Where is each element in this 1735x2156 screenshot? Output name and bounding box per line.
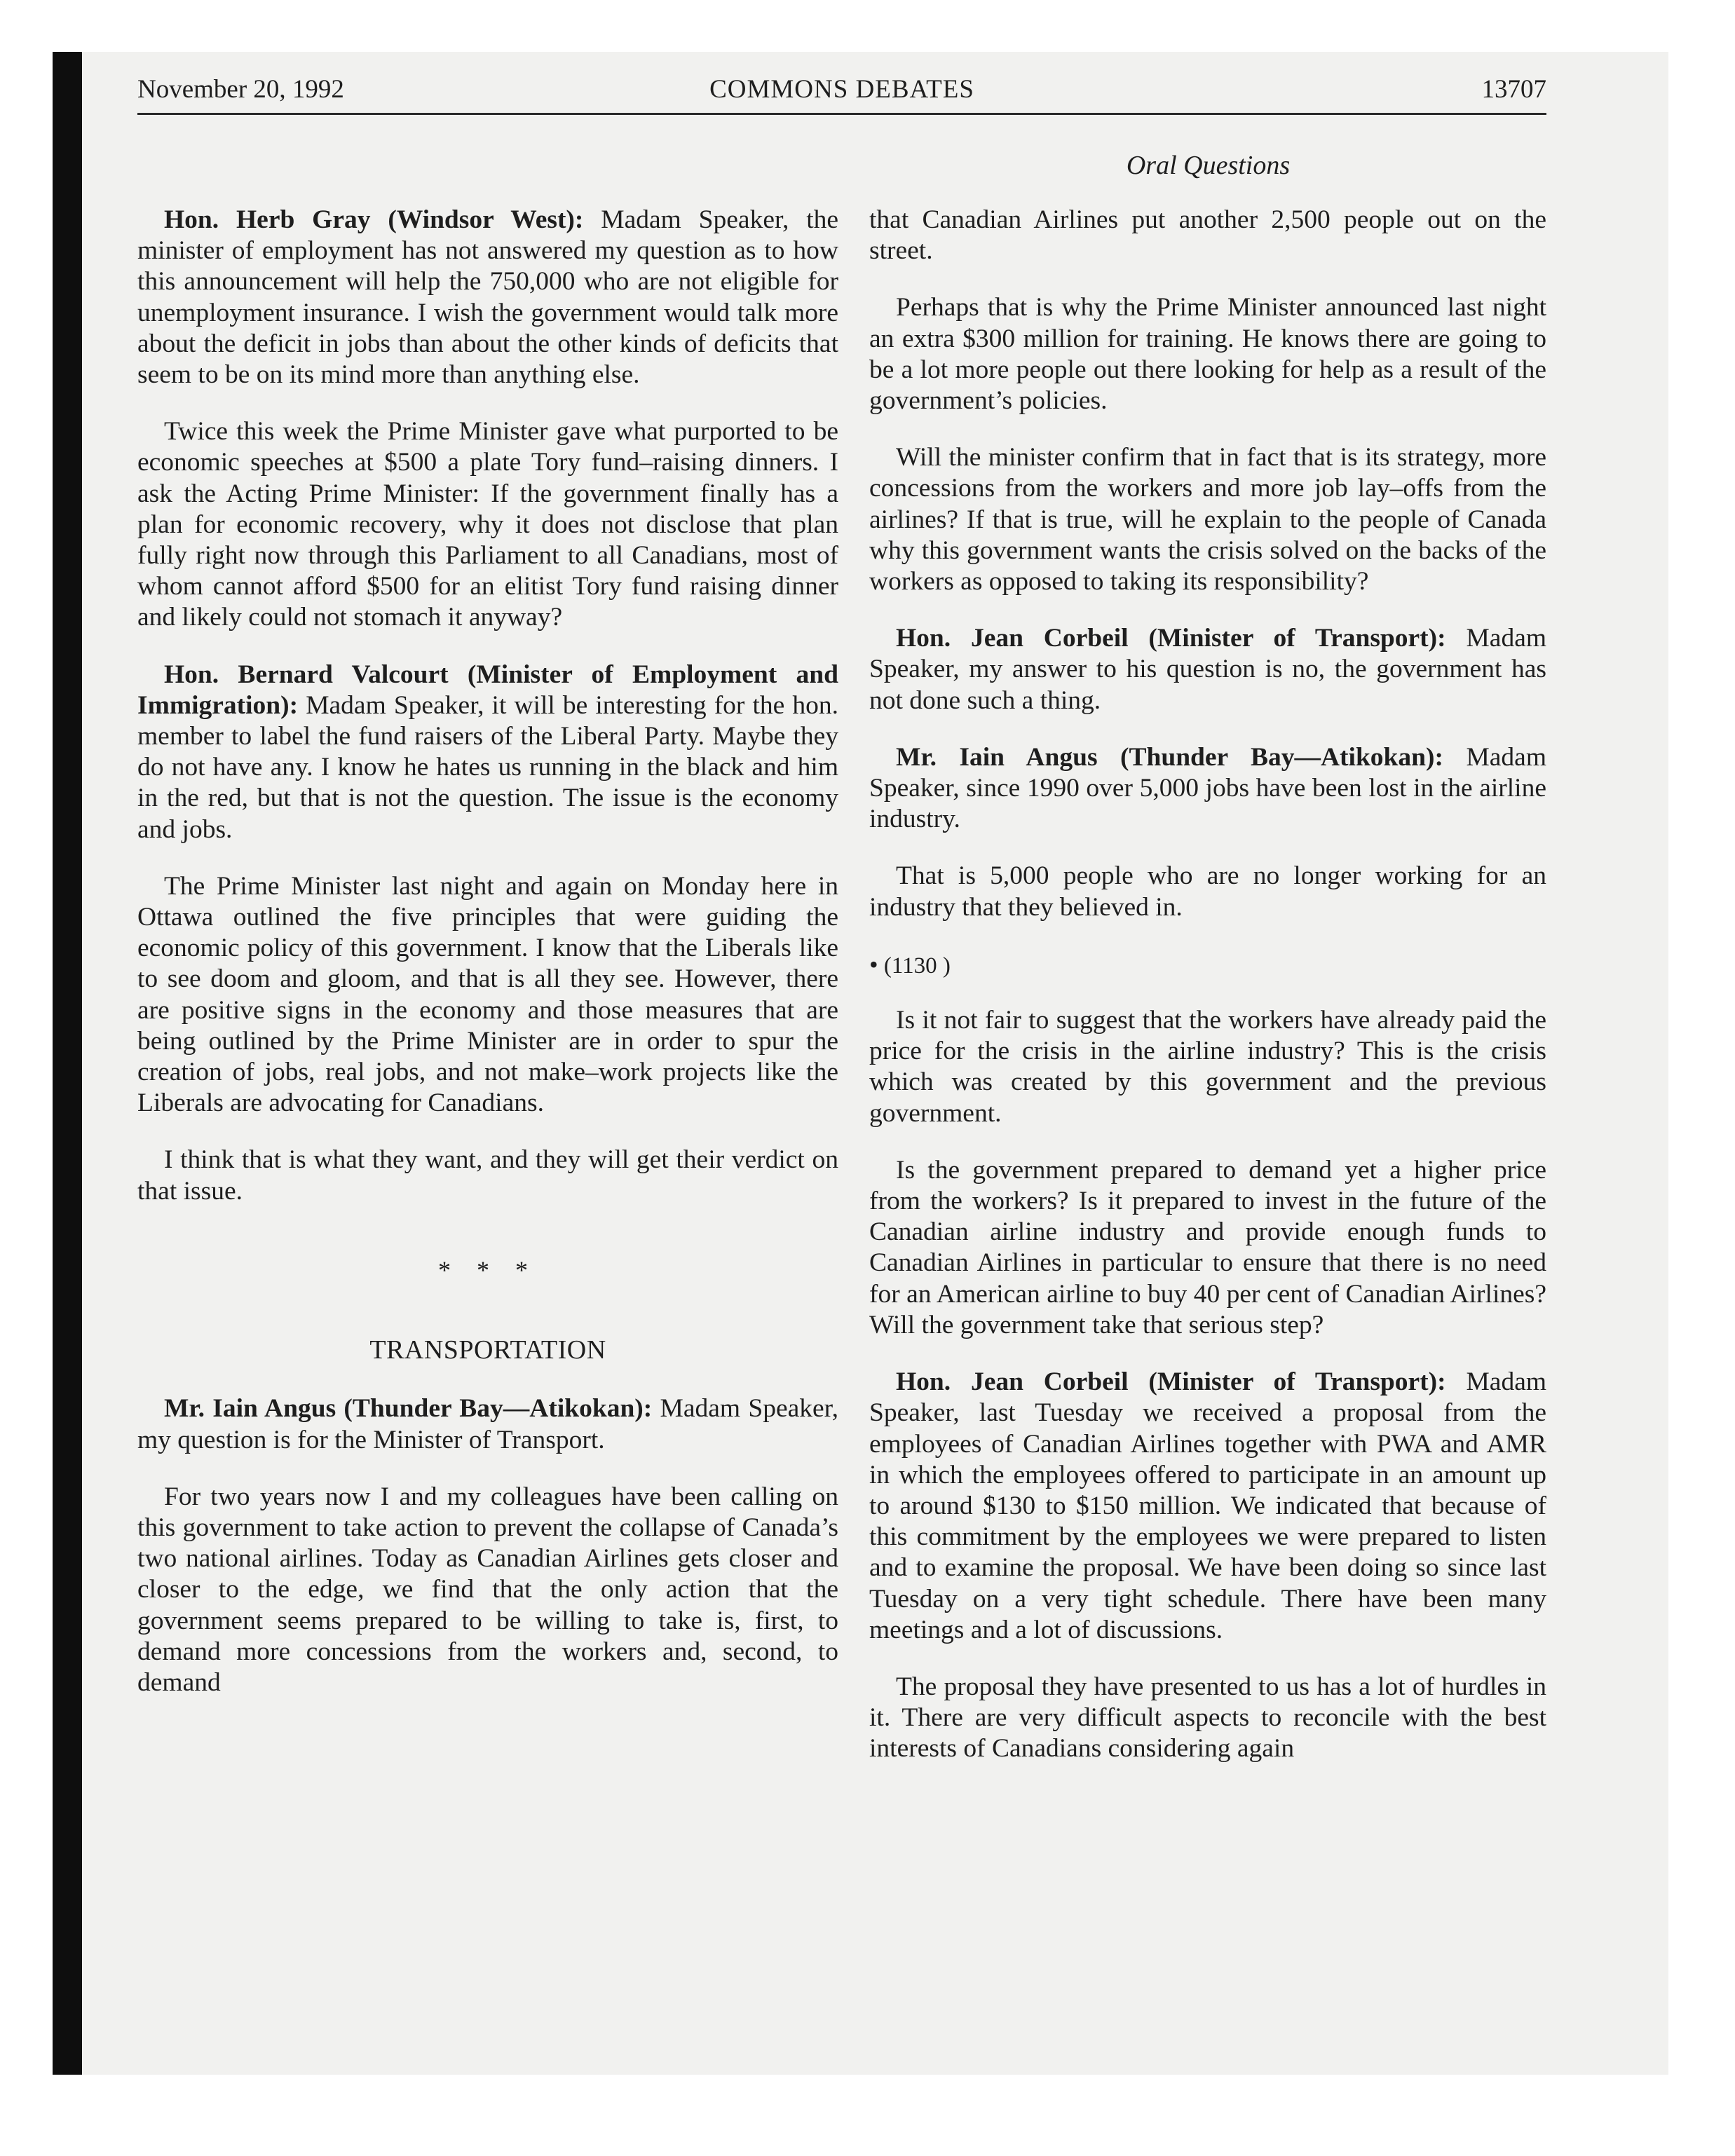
time-marker xyxy=(869,949,1546,981)
paragraph: Is the government prepared to demand yet a higher price from the workers? Is it prepared to invest in the future of the Canadian airline industry and provide enough funds to Canadian Airlines in particular to ensure that there is no need for an American airline to buy 40 per cent of Canadian Airlines? Will the government take that serious step? xyxy=(869,1155,1546,1339)
paragraph: That is 5,000 people who are no longer working for an industry that they believed in. xyxy=(869,861,1546,922)
speaker-name: Hon. Bernard Valcourt (Minister of Employment and Immigration): xyxy=(137,660,838,720)
paragraph: I think that is what they want, and they will get their verdict on that issue. xyxy=(137,1145,838,1206)
section-heading: TRANSPORTATION xyxy=(369,1335,606,1365)
paragraph: Perhaps that is why the Prime Minister announced last night an extra $300 million for training. He knows there are going to be a lot more people out there looking for help as a result of the government’s policies. xyxy=(869,293,1546,416)
paragraph: Is it not fair to suggest that the workers have already paid the price for the crisis in the airline industry? This is the crisis which was created by this government and the previous government. xyxy=(869,1006,1546,1128)
paragraph xyxy=(137,205,838,390)
paragraph xyxy=(137,660,838,845)
speech-text: Madam Speaker, since 1990 over 5,000 jobs have been lost in the airline industry. xyxy=(869,742,1546,834)
header-rule xyxy=(137,113,1546,115)
paragraph xyxy=(137,1393,838,1455)
speaker-name: Mr. Iain Angus (Thunder Bay—Atikokan): xyxy=(896,742,1443,772)
left-column xyxy=(137,205,838,1724)
paragraph: The proposal they have presented to us has a lot of hurdles in it. There are very difficult aspects to reconcile with the best interests of Canadians considering again xyxy=(869,1672,1546,1763)
paragraph: For two years now I and my colleagues have been calling on this government to take action to prevent the collapse of Canada’s two national airlines. Today as Canadian Airlines gets closer and closer to the edge, we find that the only action that the government seems prepared to be willing to take is, first, to demand more concessions from the workers and, second, to demand xyxy=(137,1482,838,1697)
right-column xyxy=(869,205,1546,1791)
paragraph: The Prime Minister last night and again on Monday here in Ottawa outlined the five principles that were guiding the economic policy of this government. I know that the Liberals like to see doom and gloom, and that is all they see. However, there are positive signs in the economy and those measures that are being outlined by the Prime Minister are in order to spur the creation of jobs, real jobs, and not make–work projects like the Liberals are advocating for Canadians. xyxy=(137,871,838,1118)
speaker-name: Hon. Jean Corbeil (Minister of Transport): xyxy=(896,624,1446,653)
speech-text: Madam Speaker, it will be interesting for the hon. member to label the fund raisers of the Liberal Party. Maybe they do not have any. I know he hates us running in the black and him in the red, but that is not the question. The issue is the economy and jobs. xyxy=(137,690,838,844)
paragraph: Twice this week the Prime Minister gave what purported to be economic speeches at $500 a plate Tory fund–raising dinners. I ask the Acting Prime Minister: If the government finally has a plan for economic recovery, why it does not disclose that plan fully right now through this Parliament to all Canadians, most of whom cannot afford $500 for an elitist Tory fund raising dinner and likely could not stomach it anyway? xyxy=(137,417,838,632)
page-number: 13707 xyxy=(1481,75,1546,104)
bullet-icon: • xyxy=(869,950,878,978)
speaker-name: Hon. Jean Corbeil (Minister of Transport): xyxy=(896,1367,1446,1397)
speaker-name: Hon. Herb Gray (Windsor West): xyxy=(164,205,584,234)
header-date: November 20, 1992 xyxy=(137,75,344,104)
header-title: COMMONS DEBATES xyxy=(709,75,974,104)
scan-edge-bar xyxy=(53,52,82,2075)
paragraph: that Canadian Airlines put another 2,500 people out on the street. xyxy=(869,205,1546,266)
paragraph xyxy=(869,1367,1546,1646)
paragraph xyxy=(869,623,1546,716)
speech-text: Madam Speaker, my question is for the Minister of Transport. xyxy=(137,1394,839,1454)
section-label: Oral Questions xyxy=(1126,151,1291,180)
paragraph xyxy=(869,742,1546,835)
section-separator: * * * xyxy=(438,1255,538,1284)
running-header xyxy=(137,74,1546,116)
time-marker-text: (1130 ) xyxy=(883,953,951,978)
speech-text: Madam Speaker, last Tuesday we received a proposal from the employees of Canadian Airlines together with PWA and AMR in which the employees offered to participate in an amount up to around $130 to $150 million. We indicated that because of this commitment by the employees we were prepared to listen and to examine the proposal. We have been doing so since last Tuesday on a very tight schedule. There have been many meetings and a lot of discussions. xyxy=(869,1367,1547,1644)
speech-text: Madam Speaker, my answer to his question is no, the government has not done such a thing. xyxy=(869,624,1547,715)
speaker-name: Mr. Iain Angus (Thunder Bay—Atikokan): xyxy=(164,1394,653,1424)
paragraph: Will the minister confirm that in fact that is its strategy, more concessions from the workers and more job lay–offs from the airlines? If that is true, will he explain to the people of Canada why this government wants the crisis solved on the backs of the workers as opposed to taking its responsibility? xyxy=(869,443,1546,596)
speech-text: Madam Speaker, the minister of employment has not answered my question as to how this announcement will help the 750,000 who are not eligible for unemployment insurance. I wish the government would talk more about the deficit in jobs than about the other kinds of deficits that seem to be on its mind more than anything else. xyxy=(137,205,839,390)
